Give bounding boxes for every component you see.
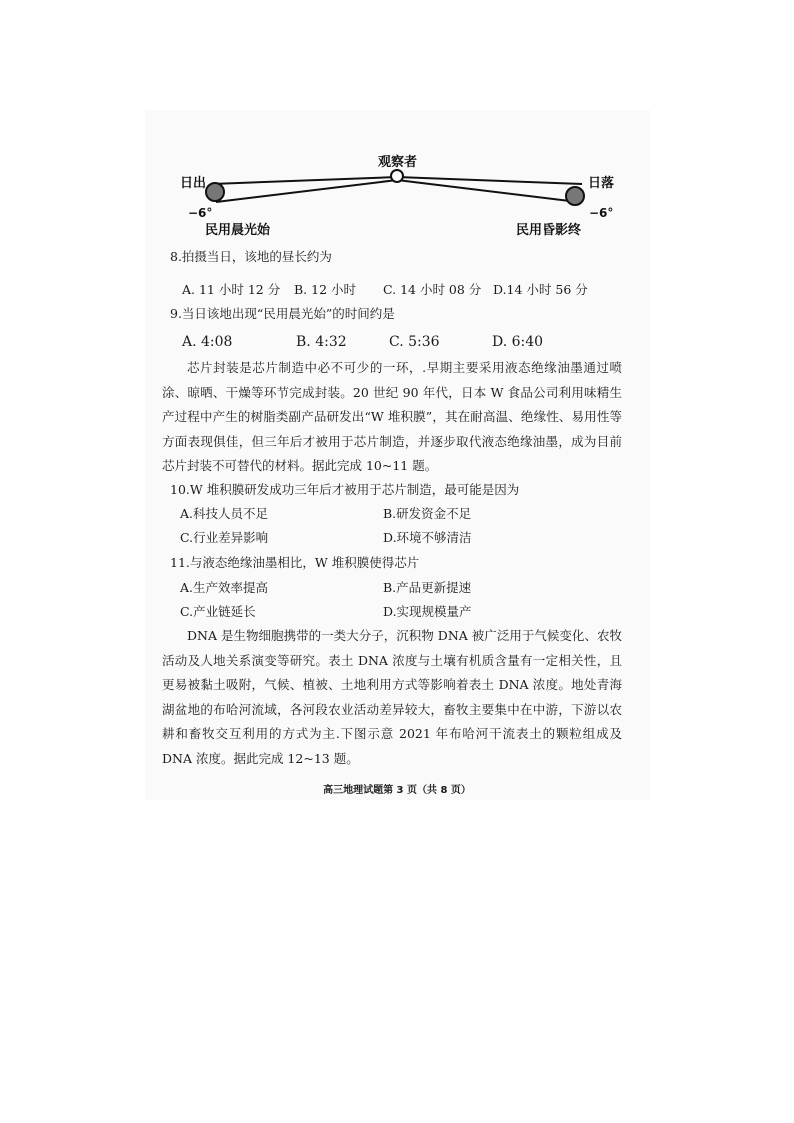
q11-option-d: D.实现规模量产 <box>383 604 472 619</box>
q9-option-b: B. 4:32 <box>296 334 347 350</box>
minus6-left-label: −6° <box>188 206 213 220</box>
q10-stem: 10.W 堆积膜研发成功三年后才被用于芯片制造，最可能是因为 <box>170 482 520 497</box>
sunrise-label: 日出 <box>180 176 207 191</box>
q9-option-c: C. 5:36 <box>389 334 440 350</box>
q10-option-a: A.科技人员不足 <box>180 506 269 521</box>
minus6-right-label: −6° <box>589 206 614 220</box>
q8-option-c: C. 14 小时 08 分 <box>383 282 482 297</box>
observer-icon <box>391 170 403 182</box>
q8-stem: 8.拍摄当日，该地的昼长约为 <box>170 249 332 264</box>
q8-option-b: B. 12 小时 <box>294 282 357 297</box>
q9-option-d: D. 6:40 <box>492 334 544 350</box>
q10-option-d: D.环境不够清洁 <box>383 530 472 545</box>
q8-option-d: D.14 小时 56 分 <box>493 282 588 297</box>
chip-packaging-passage: 芯片封装是芯片制造中必不可少的一环，.早期主要采用液态绝缘油墨通过喷涂、晾晒、干燥等环节完成封装。20 世纪 90 年代，日本 W 食品公司利用味精生产过程中产生的树脂类副产品研发出“W 堆积膜”，其在耐高温、绝缘性、易用性等方面表现俱佳，但三年后才被用于芯片制造，并逐步取代液态绝缘油墨，成为目前芯片封装不可替代的材料。据此完成 10~11 题。 <box>162 360 622 473</box>
observer-label: 观察者 <box>378 155 418 170</box>
q9-stem: 9.当日该地出现“民用晨光始”的时间约是 <box>170 306 395 321</box>
sun-sunset-icon <box>566 187 584 205</box>
q11-option-a: A.生产效率提高 <box>180 580 269 595</box>
dna-passage: DNA 是生物细胞携带的一类大分子，沉积物 DNA 被广泛用于气候变化、农牧活动及人地关系演变等研究。表土 DNA 浓度与土壤有机质含量有一定相关性，且更易被黏土吸附，气候、植被、土地利用方式等影响着表土 DNA 浓度。地处青海湖盆地的布哈河流域，各河段农业活动差异较大，畜牧主要集中在中游，下游以农耕和畜牧交互利用的方式为主.下图示意 2021 年布哈河干流表土的颗粒组成及 DNA 浓度。据此完成 12~13 题。 <box>162 628 622 766</box>
civil-twilight-diagram <box>0 0 794 250</box>
q9-option-a: A. 4:08 <box>182 334 233 350</box>
q10-option-c: C.行业差异影响 <box>180 530 269 545</box>
sun-sunrise-icon <box>206 183 224 201</box>
q11-stem: 11.与液态绝缘油墨相比，W 堆积膜使得芯片 <box>170 555 420 570</box>
q11-option-c: C.产业链延长 <box>180 604 256 619</box>
sunset-label: 日落 <box>588 176 615 191</box>
civil-dawn-label: 民用晨光始 <box>205 223 271 238</box>
civil-dusk-label: 民用昏影终 <box>516 223 582 238</box>
q8-option-a: A. 11 小时 12 分 <box>182 282 281 297</box>
q11-option-b: B.产品更新提速 <box>383 580 472 595</box>
q10-option-b: B.研发资金不足 <box>383 506 472 521</box>
page-footer: 高三地理试题第 3 页（共 8 页） <box>323 785 471 796</box>
